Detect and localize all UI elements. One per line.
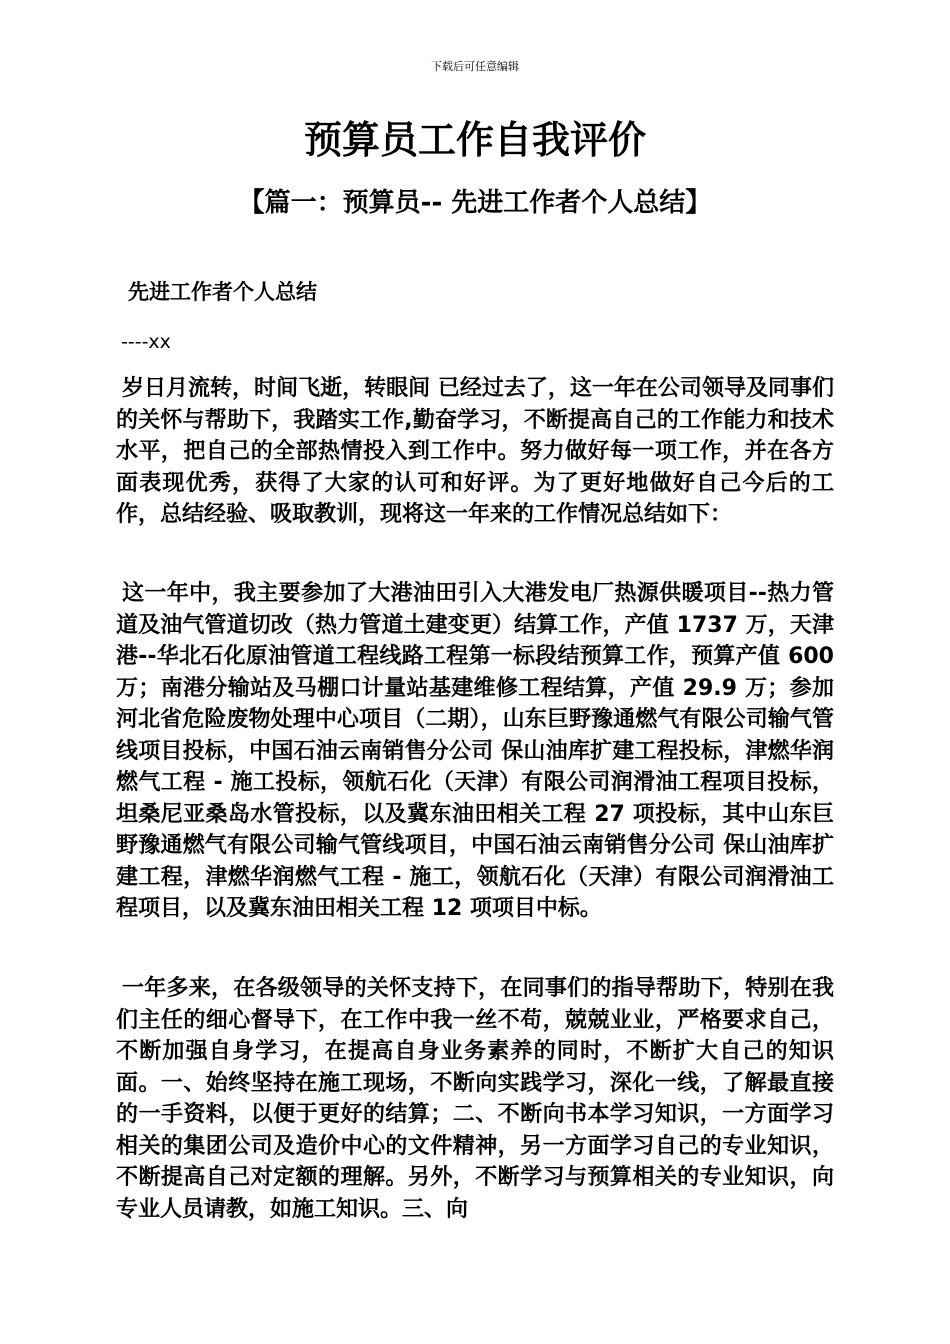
- body-paragraph-3: 一年多来，在各级领导的关怀支持下，在同事们的指导帮助下，特别在我们主任的细心督导下，在工作中我一丝不苟，兢兢业业，严格要求自己，不断加强自身学习，在提高自身业务素养的同时，不断扩大自己的知识面。一、始终坚持在施工现场，不断向实践学习，深化一线，了解最直接的一手资料，以便于更好的结算；二、不断向书本学习知识，一方面学习相关的集团公司及造价中心的文件精神，另一方面学习自己的专业知识，不断提高自己对定额的理解。另外，不断学习与预算相关的专业知识，向专业人员请教，如施工知识。三、向: [116, 976, 834, 1222]
- section-heading: 先进工作者个人总结: [128, 280, 317, 304]
- document-subtitle: 【篇一：预算员-- 先进工作者个人总结】: [238, 188, 712, 218]
- author-line: ----xx: [121, 331, 171, 353]
- header-note: 下载后可任意编辑: [431, 60, 519, 73]
- document-title: 预算员工作自我评价: [303, 118, 646, 162]
- body-paragraph-2: 这一年中，我主要参加了大港油田引入大港发电厂热源供暖项目--热力管道及油气管道切改（热力管道土建变更）结算工作，产值 1737 万，天津港--华北石化原油管道工程线路工程第一标段结预算工作，预算产值 600 万；南港分输站及马棚口计量站基建维修工程结算，产值 29.9 万；参加河北省危险废物处理中心项目（二期），山东巨野豫通燃气有限公司输气管线项目投标，中国石油云南销售分公司 保山油库扩建工程投标，津燃华润燃气工程 - 施工投标，领航石化（天津）有限公司润滑油工程项目投标，坦桑尼亚桑岛水管投标，以及冀东油田相关工程 27 项投标，其中山东巨野豫通燃气有限公司输气管线项目，中国石油云南销售分公司 保山油库扩建工程，津燃华润燃气工程 - 施工，领航石化（天津）有限公司润滑油工程项目，以及冀东油田相关工程 12 项项目中标。: [116, 581, 834, 921]
- body-paragraph-1: 岁日月流转，时间飞逝，转眼间 已经过去了，这一年在公司领导及同事们的关怀与帮助下，我踏实工作,勤奋学习，不断提高自己的工作能力和技术水平，把自己的全部热情投入到工作中。努力做好每一项工作，并在各方面表现优秀，获得了大家的认可和好评。为了更好地做好自己今后的工作，总结经验、吸取教训，现将这一年来的工作情况总结如下：: [116, 376, 834, 527]
